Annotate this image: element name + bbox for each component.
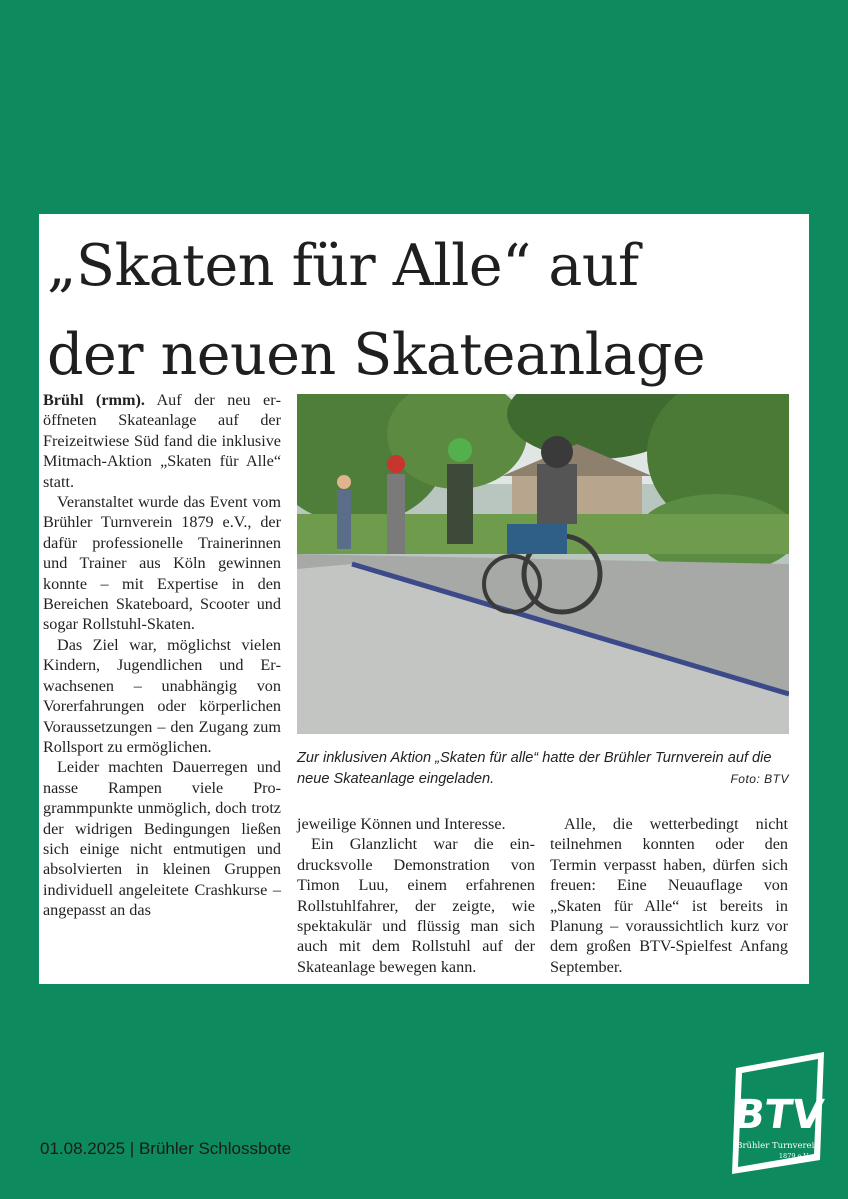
logo-name: Brühler Turnverein: [736, 1141, 820, 1151]
headline-line-1: „Skaten für Alle“ auf: [47, 233, 639, 299]
photo-credit: Foto: BTV: [730, 772, 789, 786]
article-paragraph: jeweilige Können und Interesse.: [297, 815, 506, 833]
dateline: Brühl (rmm).: [43, 391, 145, 409]
logo-initials: BTV: [730, 1092, 827, 1138]
source-footer: 01.08.2025 | Brühler Schlossbote: [40, 1139, 292, 1158]
article-paragraph: Ein Glanzlicht war die eindrucksvolle Demonstration von Timon Luu, einem erfahrenen Rollstuhlfahrer, der zeigte, wie spektakulär und flüssig man sich auch mit dem Rollstuhl auf der Skateanlage bewegen kann.: [297, 835, 535, 976]
text-column-2: [297, 814, 535, 977]
caption-text: Zur inklusiven Aktion „Skaten für alle“ hatte der Brühler Turnverein auf die neue Skateanlage eingeladen.: [297, 750, 772, 787]
article-photo: [297, 394, 789, 734]
skatepark-photo: [297, 394, 789, 734]
text-column-3: [550, 814, 788, 977]
article-paragraph: Leider machten Dauerregen und nasse Rampen viele Programmpunkte unmöglich, doch trotz der widrigen Bedingungen ließen sich einige nicht entmutigen und absolvierten in kleinen Gruppen individuell angeleitete Crashkurse – angepasst an das: [43, 758, 281, 920]
photo-caption: [297, 748, 789, 790]
headline-line-2: der neuen Skateanlage: [47, 322, 706, 388]
article-paragraph: Veranstaltet wurde das Event vom Brühler Turnverein 1879 e.V., der dafür professionelle Trainerinnen und Trainer aus Köln gewinnen konnte – mit Expertise in den Bereichen Skateboard, Scooter und sogar Rollstuhl-Skaten.: [43, 493, 281, 634]
article-paragraph: Das Ziel war, möglichst vielen Kindern, Jugendlichen und Erwachsenen – unabhängig von Vorerfahrungen oder körperlichen Voraussetzungen – den Zugang zum Rollsport zu ermöglichen.: [43, 635, 281, 756]
article-paragraph: Alle, die wetterbedingt nicht teilnehmen konnten oder den Termin verpasst haben, dürfen sich freuen: Eine Neuauflage von „Skaten für Alle“ ist bereits in Planung – voraussichtlich kurz vor dem großen BTV-Spielfest Anfang September.: [550, 815, 788, 976]
text-column-1: [43, 390, 281, 921]
paragraph-text: Auf der neu eröffneten Skateanlage auf der Freizeitwiese Süd fand die inklusive Mitmach-Aktion „Skaten für Alle“ statt.: [43, 391, 282, 491]
logo-year: 1879 e.V.: [778, 1152, 810, 1160]
article-paragraph: [43, 390, 281, 492]
btv-logo: [724, 1048, 832, 1176]
newspaper-clipping: [39, 214, 809, 984]
article-headline: [47, 222, 797, 400]
